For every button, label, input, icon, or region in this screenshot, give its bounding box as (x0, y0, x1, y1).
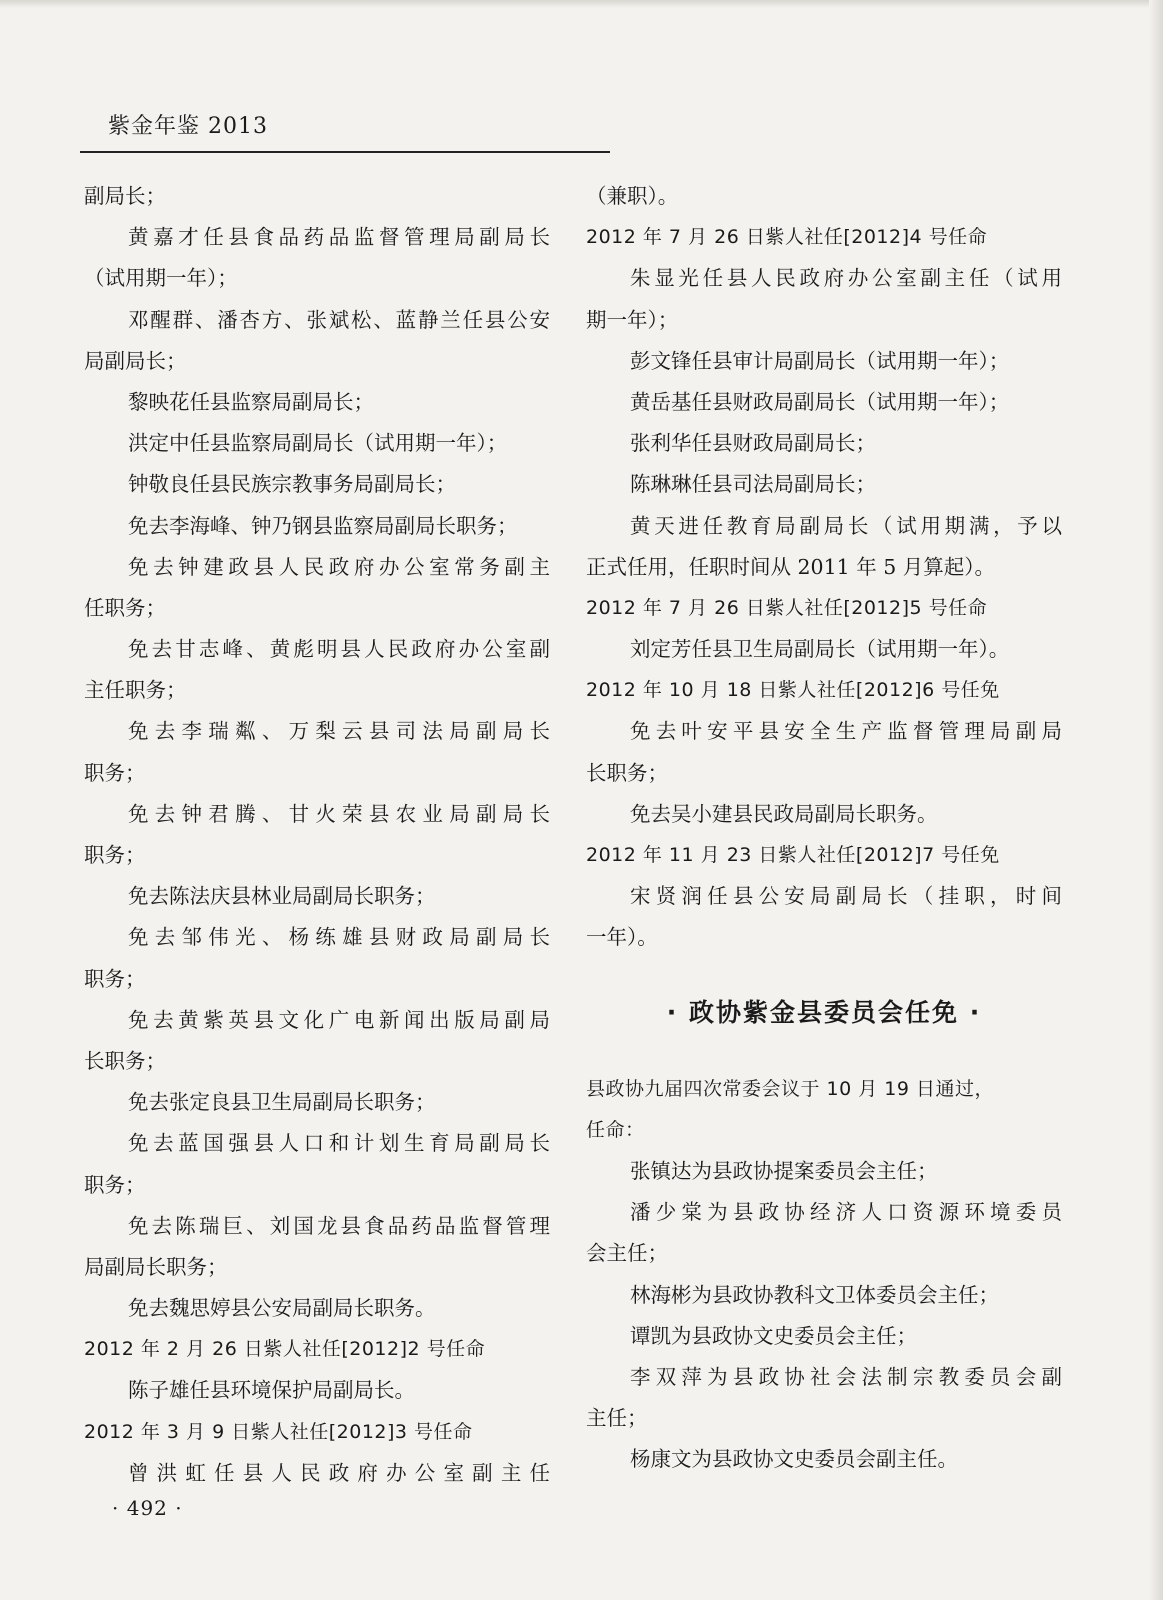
document-reference-line: 2012 年 7 月 26 日紫人社任[2012]4 号任命 (586, 226, 988, 249)
document-reference-line: 任命： (586, 1118, 645, 1141)
text-line: 一年）。 (586, 925, 658, 950)
text-line: 免去邹伟光、杨练雄县财政局副局长 (128, 925, 550, 950)
text-line: 正式任用，任职时间从 2011 年 5 月算起）。 (586, 554, 996, 579)
text-line: （试用期一年）； (84, 266, 238, 291)
text-line: 长职务； (84, 1048, 166, 1073)
scan-edge-right (1149, 0, 1163, 1600)
text-line: 局副局长； (84, 348, 187, 373)
section-gap-after (586, 1033, 1062, 1069)
text-line: 刘定芳任县卫生局副局长（试用期一年）。 (630, 637, 1010, 662)
right-column (586, 176, 1062, 1480)
text-line: 主任职务； (84, 678, 187, 703)
right-column-bottom (586, 1069, 1062, 1481)
text-line: 职务； (84, 1172, 146, 1197)
section-gap (586, 959, 1062, 993)
text-line: 宋贤润任县公安局副局长（挂职，时间 (630, 884, 1062, 909)
text-line: 陈子雄任县环境保护局副局长。 (128, 1378, 415, 1403)
text-line: 李双萍为县政协社会法制宗教委员会副 (630, 1364, 1062, 1389)
text-line: 彭文锋任县审计局副局长（试用期一年）； (630, 348, 1010, 373)
text-line: 曾洪虹任县人民政府办公室副主任 (128, 1460, 550, 1485)
text-line: 黄天进任教育局副局长（试用期满，予以 (630, 513, 1062, 538)
text-line: 免去李海峰、钟乃钢县监察局副局长职务； (128, 513, 518, 538)
document-reference-line: 2012 年 7 月 26 日紫人社任[2012]5 号任命 (586, 596, 988, 619)
document-reference-line: 2012 年 3 月 9 日紫人社任[2012]3 号任命 (84, 1420, 473, 1443)
text-line: 免去蓝国强县人口和计划生育局副局长 (128, 1131, 550, 1156)
text-line: 局副局长职务； (84, 1254, 228, 1279)
section-title: · 政协紫金县委员会任免 · (666, 997, 982, 1027)
text-line: 会主任； (586, 1241, 668, 1266)
text-line: 职务； (84, 760, 146, 785)
text-line: 黄岳基任县财政局副局长（试用期一年）； (630, 389, 1010, 414)
text-line: 免去张定良县卫生局副局长职务； (128, 1090, 436, 1115)
text-line: 张利华任县财政局副局长； (630, 431, 876, 456)
header-rule (80, 151, 610, 153)
text-line: 免去李瑞粼、万梨云县司法局副局长 (128, 719, 550, 744)
text-line: 免去陈瑞巨、刘国龙县食品药品监督管理 (128, 1213, 550, 1238)
text-line: 免去黄紫英县文化广电新闻出版局副局 (128, 1007, 550, 1032)
page-number: · 492 · (112, 1496, 183, 1520)
text-line: 朱显光任县人民政府办公室副主任（试用 (630, 266, 1062, 291)
text-line: 副局长； (84, 184, 166, 208)
document-reference-line: 2012 年 11 月 23 日紫人社任[2012]7 号任免 (586, 844, 1000, 866)
text-line: 黎映花任县监察局副局长； (128, 389, 374, 414)
text-line: 职务； (84, 966, 146, 991)
text-line: 期一年）； (586, 307, 679, 332)
left-column (84, 176, 550, 1494)
document-reference-line: 2012 年 10 月 18 日紫人社任[2012]6 号任免 (586, 679, 1000, 702)
text-line: 洪定中任县监察局副局长（试用期一年）； (128, 431, 508, 456)
text-line: 黄嘉才任县食品药品监督管理局副局长 (128, 225, 550, 250)
text-line: 杨康文为县政协文史委员会副主任。 (630, 1447, 958, 1472)
text-line: 陈琳琳任县司法局副局长； (630, 472, 876, 497)
text-line: 免去魏思婷县公安局副局长职务。 (128, 1296, 436, 1321)
text-line: 免去陈法庆县林业局副局长职务； (128, 884, 436, 909)
text-line: 免去钟君腾、甘火荣县农业局副局长 (128, 801, 550, 826)
text-line: 免去吴小建县民政局副局长职务。 (630, 801, 938, 826)
text-line: 谭凯为县政协文史委员会主任； (630, 1323, 917, 1348)
text-line: 任职务； (84, 595, 166, 620)
right-column-top (586, 176, 1062, 959)
text-line: 免去钟建政县人民政府办公室常务副主 (128, 554, 550, 579)
text-line: 张镇达为县政协提案委员会主任； (630, 1158, 938, 1183)
text-line: （兼职）。 (586, 184, 679, 208)
text-line: 邓醒群、潘杏方、张斌松、蓝静兰任县公安 (128, 307, 550, 332)
text-line: 职务； (84, 843, 146, 867)
text-line: 林海彬为县政协教科文卫体委员会主任； (630, 1282, 999, 1307)
document-reference-line: 2012 年 2 月 26 日紫人社任[2012]2 号任命 (84, 1338, 486, 1361)
text-line: 主任； (586, 1406, 648, 1431)
document-reference-line: 县政协九届四次常委会议于 10 月 19 日通过， (586, 1077, 995, 1100)
text-line: 潘少棠为县政协经济人口资源环境委员 (630, 1200, 1062, 1225)
text-line: 长职务； (586, 760, 668, 785)
text-line: 钟敬良任县民族宗教事务局副局长； (128, 472, 456, 497)
text-line: 免去叶安平县安全生产监督管理局副局 (630, 719, 1062, 744)
running-header: 紫金年鉴 2013 (108, 114, 268, 139)
scan-edge-top (0, 0, 1163, 8)
text-line: 免去甘志峰、黄彪明县人民政府办公室副 (128, 637, 550, 662)
